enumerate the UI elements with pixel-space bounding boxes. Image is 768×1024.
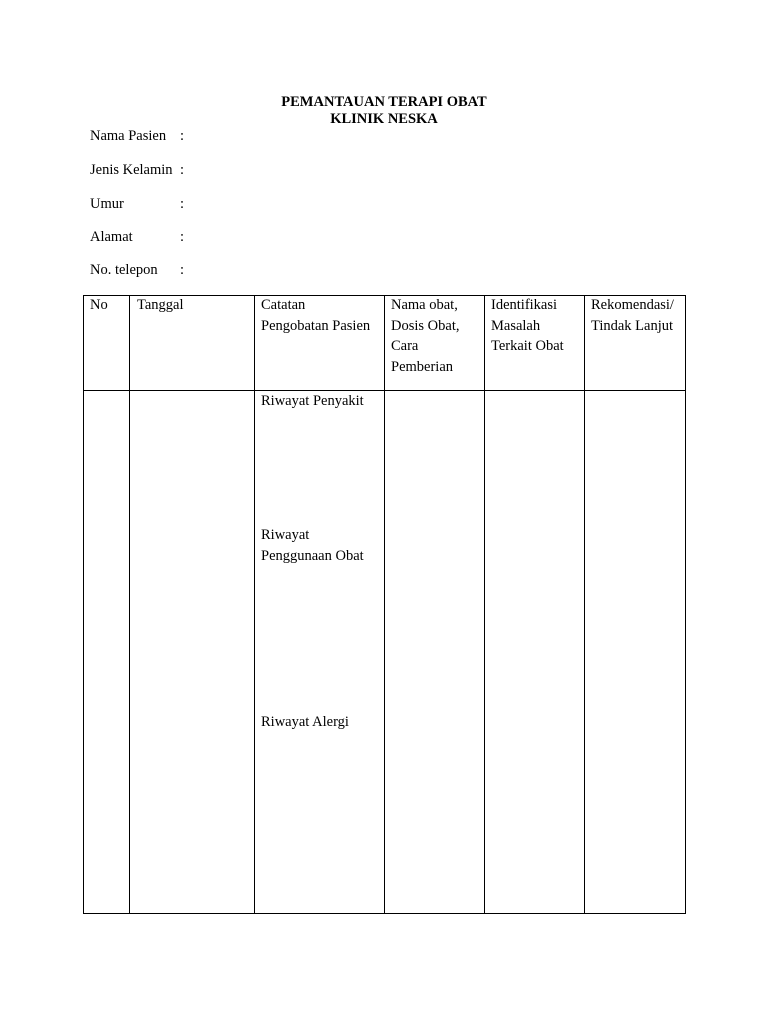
column-divider	[129, 295, 130, 914]
field-colon: :	[180, 162, 185, 178]
header-tanggal-text: Tanggal	[137, 297, 184, 313]
riwayat-alergi-label	[261, 712, 349, 733]
riwayat-penggunaan-obat-label	[261, 525, 364, 566]
document-title-block	[0, 94, 768, 128]
header-nama-obat-line: Nama obat,	[391, 297, 458, 313]
field-colon: :	[180, 128, 185, 144]
column-divider	[484, 295, 485, 914]
header-rekomendasi	[591, 295, 674, 336]
header-identifikasi-line: Masalah	[491, 317, 541, 334]
field-label: No. telepon	[90, 262, 158, 278]
riwayat-obat-line: Penggunaan Obat	[261, 547, 364, 564]
riwayat-alergi-text: Riwayat Alergi	[261, 714, 349, 730]
header-nama-obat-line: Cara	[391, 338, 419, 354]
column-divider	[254, 295, 255, 914]
field-label: Jenis Kelamin	[90, 162, 173, 178]
header-nama-obat	[391, 295, 459, 377]
header-rekomendasi-line: Rekomendasi/	[591, 297, 674, 313]
field-colon: :	[180, 196, 185, 212]
header-identifikasi	[491, 295, 564, 357]
header-no-text: No	[90, 297, 108, 313]
column-divider	[384, 295, 385, 914]
header-catatan-line: Pengobatan Pasien	[261, 317, 371, 334]
header-nama-obat-line: Dosis Obat,	[391, 317, 460, 334]
riwayat-obat-line: Riwayat	[261, 527, 310, 543]
header-identifikasi-line: Terkait Obat	[491, 338, 564, 354]
table-border-right	[685, 295, 686, 914]
field-label: Nama Pasien	[90, 128, 167, 144]
header-catatan	[261, 295, 370, 336]
header-no	[90, 295, 108, 316]
header-nama-obat-line: Pemberian	[391, 358, 454, 375]
riwayat-penyakit-text: Riwayat Penyakit	[261, 393, 364, 409]
document-title: PEMANTAUAN TERAPI OBAT	[281, 94, 487, 110]
table-border-left	[83, 295, 84, 914]
header-tanggal	[137, 295, 184, 316]
field-label: Umur	[90, 196, 124, 212]
field-colon: :	[180, 262, 185, 278]
clinic-name: KLINIK NESKA	[330, 111, 438, 127]
header-rekomendasi-line: Tindak Lanjut	[591, 317, 674, 334]
header-identifikasi-line: Identifikasi	[491, 297, 558, 313]
header-catatan-line: Catatan	[261, 297, 306, 313]
riwayat-penyakit-label	[261, 391, 364, 412]
field-label: Alamat	[90, 229, 133, 245]
field-colon: :	[180, 229, 185, 245]
column-divider	[584, 295, 585, 914]
